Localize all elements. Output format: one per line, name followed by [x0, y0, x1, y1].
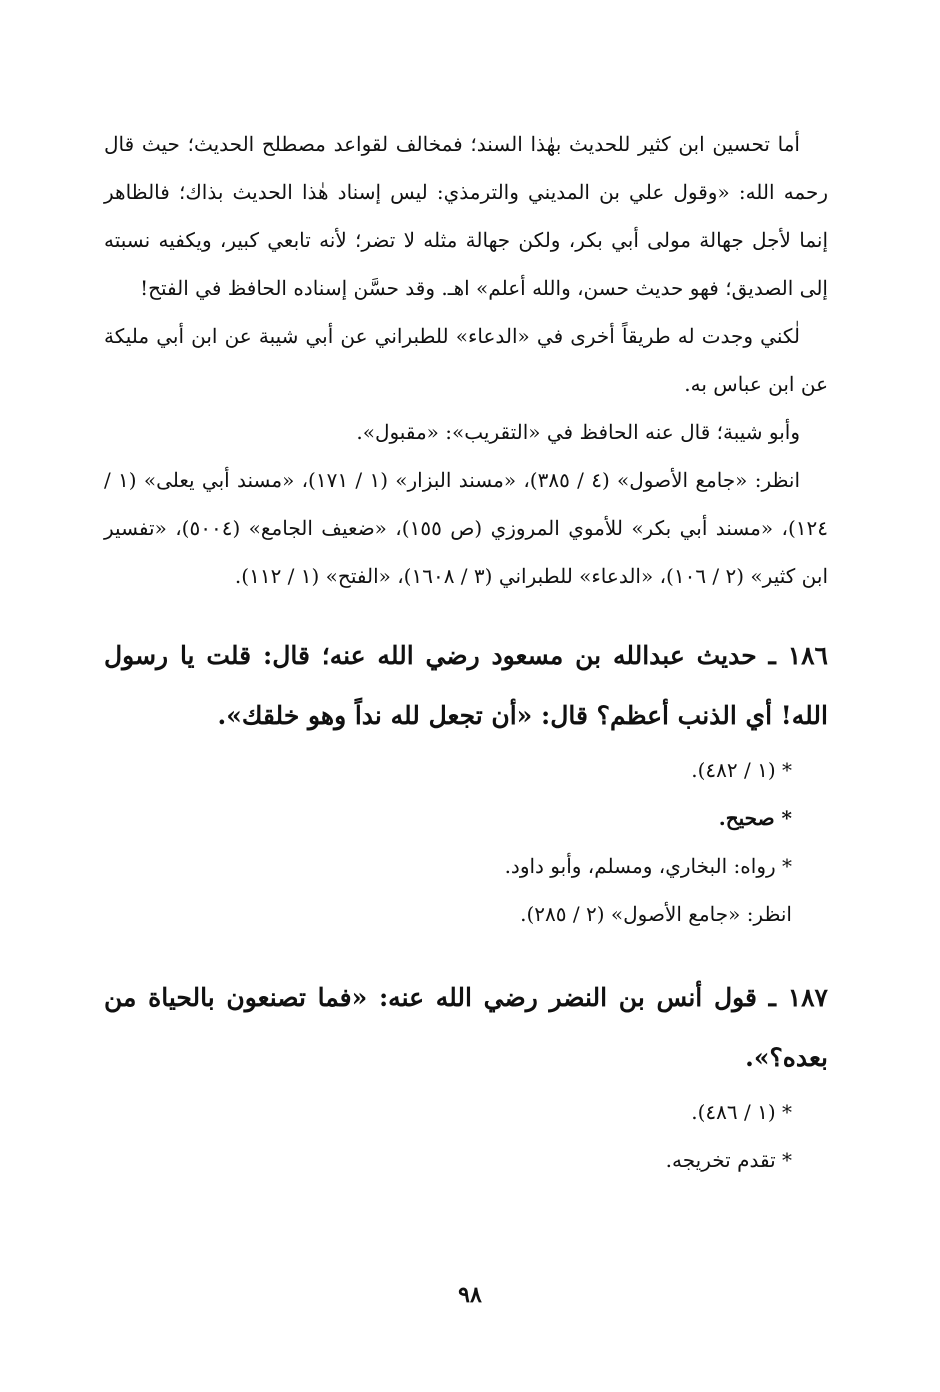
hadith-186-see: انظر: «جامع الأصول» (٢ / ٢٨٥). — [520, 902, 792, 926]
paragraph-ibn-kathir: أما تحسين ابن كثير للحديث بهٰذا السند؛ فمخالف لقواعد مصطلح الحديث؛ حيث قال رحمه الله: «وقول علي بن المديني والترمذي: ليس إسناد هٰذا الحديث بذاك؛ فالظاهر إنما لأجل جهالة مولى أبي بكر، ولكن جهالة مثله لا تضر؛ لأنه تابعي كبير، ويكفيه نسبته إلى الصديق؛ فهو حديث حسن، والله أعلم» اهـ. وقد حسَّن إسناده الحافظ في الفتح! — [104, 132, 829, 300]
hadith-187-section — [104, 968, 828, 1184]
page-number: ٩٨ — [458, 1282, 482, 1308]
paragraph-another-route: لٰكني وجدت له طريقاً أخرى في «الدعاء» للطبراني عن أبي شيبة عن ابن أبي مليكة عن ابن عباس به. — [104, 324, 828, 396]
hadith-186-ref: * (١ / ٤٨٢). — [691, 758, 792, 782]
paragraph-abu-shaiba: وأبو شيبة؛ قال عنه الحافظ في «التقريب»: «مقبول». — [356, 420, 800, 444]
hadith-187-heading: ١٨٧ ـ قول أنس بن النضر رضي الله عنه: «فما تصنعون بالحياة من بعده؟». — [104, 983, 828, 1072]
paragraph-references: انظر: «جامع الأصول» (٤ / ٣٨٥)، «مسند البزار» (١ / ١٧١)، «مسند أبي يعلى» (١ / ١٢٤)، «مسند أبي بكر» للأموي المروزي (ص ١٥٥)، «ضعيف الجامع» (٥٠٠٤)، «تفسير ابن كثير» (٢ / ١٠٦)، «الدعاء» للطبراني (٣ / ١٦٠٨)، «الفتح» (١ / ١١٢). — [104, 468, 829, 588]
hadith-187-note: * تقدم تخريجه. — [665, 1148, 792, 1172]
page-body — [104, 120, 828, 1184]
hadith-186-narrators: * رواه: البخاري، ومسلم، وأبو داود. — [504, 854, 792, 878]
hadith-186-grade: * صحيح. — [718, 806, 792, 830]
hadith-186-section — [104, 626, 828, 938]
hadith-186-heading: ١٨٦ ـ حديث عبدالله بن مسعود رضي الله عنه؛ قال: قلت يا رسول الله! أي الذنب أعظم؟ قال: «أن تجعل لله نداً وهو خلقك». — [104, 641, 828, 730]
hadith-187-ref: * (١ / ٤٨٦). — [691, 1100, 792, 1124]
